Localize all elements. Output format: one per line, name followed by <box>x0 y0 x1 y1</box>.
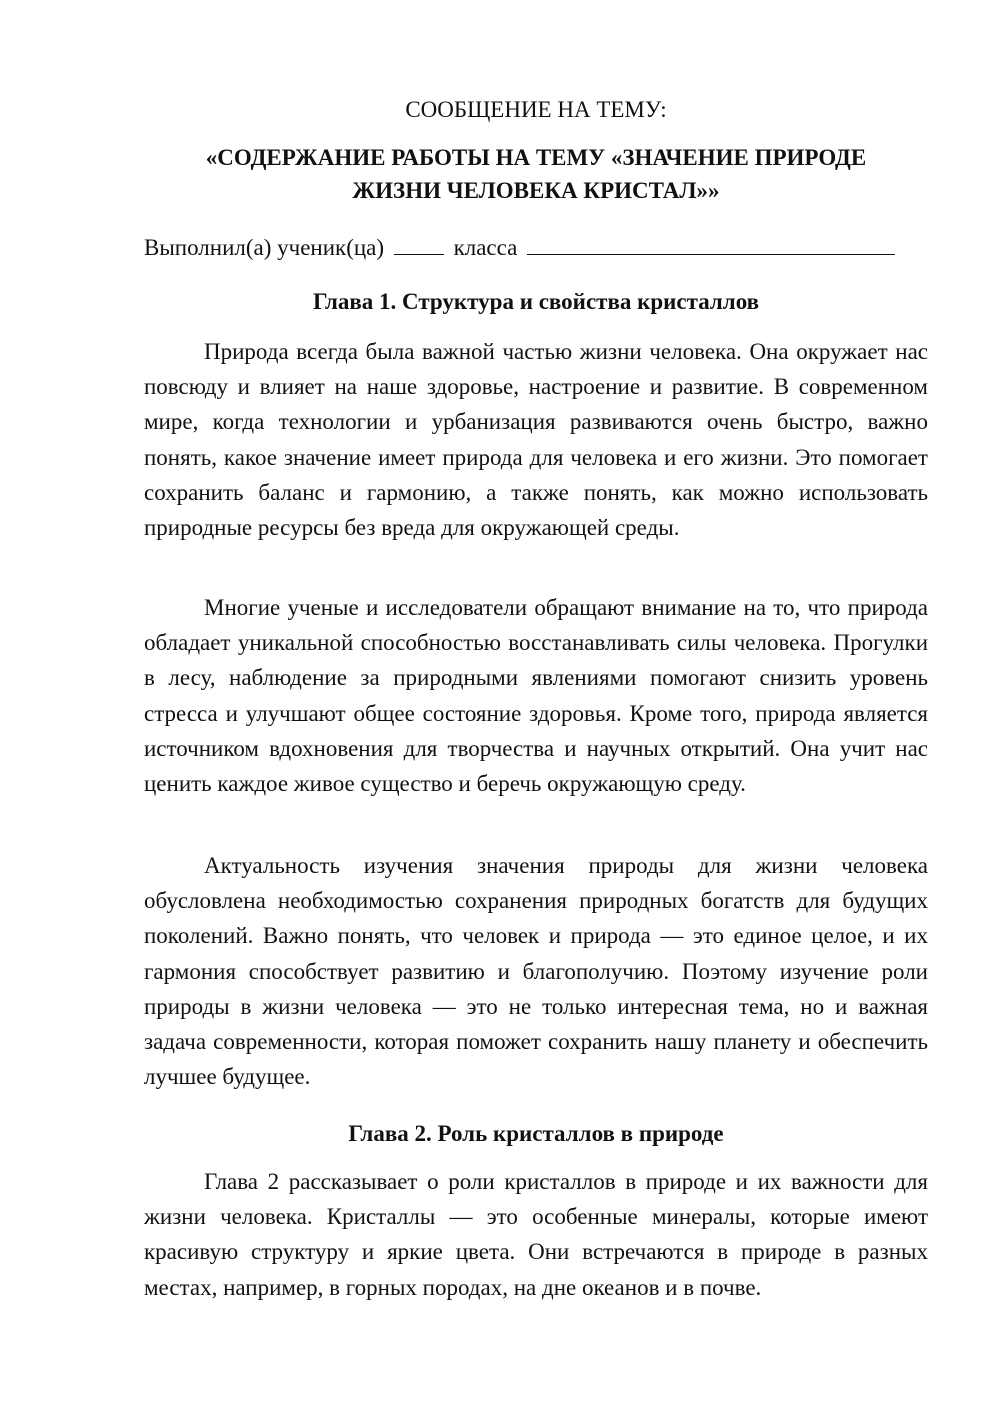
document-topic: СООБЩЕНИЕ НА ТЕМУ: <box>405 97 667 122</box>
performed-by-label: Выполнил(а) ученик(ца) <box>144 235 385 260</box>
document-title-line-1: «СОДЕРЖАНИЕ РАБОТЫ НА ТЕМУ «ЗНАЧЕНИЕ ПРИРОДЕ <box>205 145 867 170</box>
document-title-line-2: ЖИЗНИ ЧЕЛОВЕКА КРИСТАЛ»» <box>352 178 720 203</box>
class-label: класса <box>453 235 518 260</box>
student-name-blank <box>527 230 895 255</box>
chapter-2-heading: Глава 2. Роль кристаллов в природе <box>348 1121 724 1146</box>
document-title <box>144 141 928 207</box>
chapter-1-paragraph-1: Природа всегда была важной частью жизни человека. Она окружает нас повсюду и влияет на наше здоровье, настроение и развитие. В современном мире, когда технологии и урбанизация развиваются очень быстро, важно понять, какое значение имеет природа для человека и его жизни. Это помогает сохранить баланс и гармонию, а также понять, как можно использовать природные ресурсы без вреда для окружающей среды. <box>144 339 928 541</box>
class-number-blank <box>394 230 444 255</box>
chapter-1-heading: Глава 1. Структура и свойства кристаллов <box>312 289 760 314</box>
chapter-2-paragraph-1: Глава 2 рассказывает о роли кристаллов в природе и их важности для жизни человека. Кристаллы — это особенные минералы, которые имеют красивую структуру и яркие цвета. Они встречаются в природе в разных местах, например, в горных породах, на дне океанов и в почве. <box>144 1169 928 1300</box>
chapter-1-paragraph-3: Актуальность изучения значения природы для жизни человека обусловлена необходимостью сохранения природных богатств для будущих поколений. Важно понять, что человек и природа — это единое целое, и их гармония способствует развитию и благополучию. Поэтому изучение роли природы в жизни человека — это не только интересная тема, но и важная задача современности, которая поможет сохранить нашу планету и обеспечить лучшее будущее. <box>144 853 928 1090</box>
signature-line <box>144 230 928 265</box>
chapter-1-paragraph-2: Многие ученые и исследователи обращают внимание на то, что природа обладает уникальной способностью восстанавливать силы человека. Прогулки в лесу, наблюдение за природными явлениями помогают снизить уровень стресса и улучшают общее состояние здоровья. Кроме того, природа является источником вдохновения для творчества и научных открытий. Она учит нас ценить каждое живое существо и беречь окружающую среду. <box>144 595 928 797</box>
